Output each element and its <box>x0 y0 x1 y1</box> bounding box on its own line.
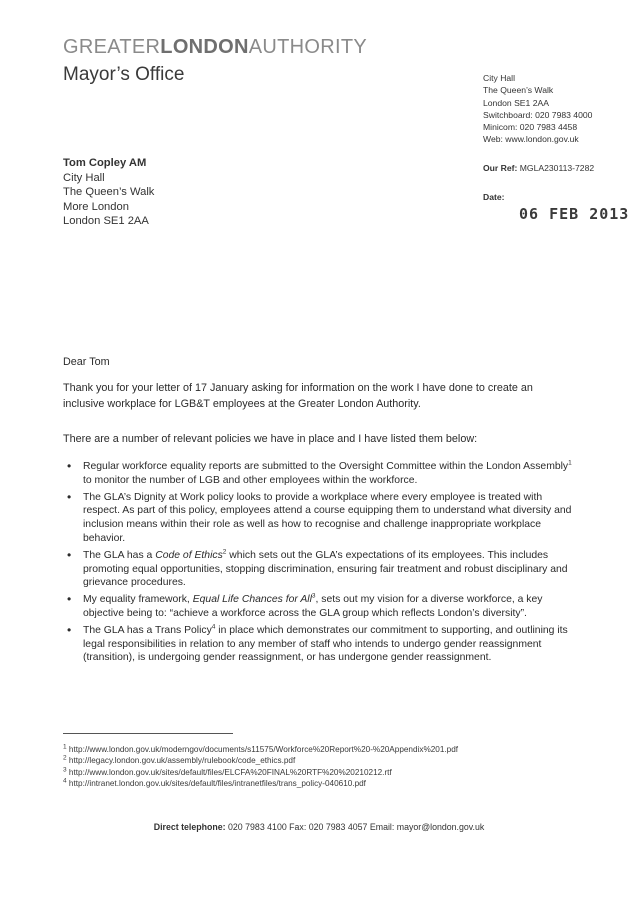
date-stamp: 06 FEB 2013 <box>519 205 630 223</box>
policy-list <box>63 460 573 668</box>
recipient-line: City Hall <box>63 171 105 184</box>
direct-telephone-label: Direct telephone: <box>153 822 226 832</box>
footnote: $^3$ http://www.london.gov.uk/sites/default/files/ELCFA%20FINAL%20RTF%20%20210212.rtf <box>63 765 392 777</box>
sender-address <box>483 72 592 146</box>
our-ref-label: Our Ref: <box>483 163 518 173</box>
policy-item: • My equality framework, Equal Life Chances for All$^3$, sets out my vision for a diverse workforce, a key objective being to: “achieve a workforce across the GLA group which reflects London’s diversity”. <box>67 592 543 619</box>
recipient-address <box>63 156 154 229</box>
footnote-ref: 1 <box>568 459 572 467</box>
minicom-line: Minicom: 020 7983 4458 <box>483 122 578 133</box>
bullet-icon: • <box>67 622 72 637</box>
footnote: $^4$ http://intranet.london.gov.uk/sites/default/files/intranetfiles/trans_policy-040610.pdf <box>63 777 366 788</box>
sender-address-line: London SE1 2AA <box>483 97 549 108</box>
document-title: Equal Life Chances for All <box>192 594 312 606</box>
policies-intro-paragraph: There are a number of relevant policies we have in place and I have listed them below: <box>63 433 478 445</box>
policy-item: • Regular workforce equality reports are submitted to the Oversight Committee within the London Assembly$^1$ to monitor the number of LGB and other employees within the workforce. <box>67 459 572 486</box>
bullet-icon: • <box>67 489 72 504</box>
footnote-ref: 3 <box>311 592 316 600</box>
intro-paragraph: Thank you for your letter of 17 January asking for information on the work I have done to create an inclusive workplace for LGB&T employees at the Greater London Authority. <box>63 382 533 410</box>
logo-authority: AUTHORITY <box>248 36 368 58</box>
logo-london: LONDON <box>160 36 249 58</box>
recipient-line: London SE1 2AA <box>63 215 149 227</box>
salutation: Dear Tom <box>63 356 110 368</box>
footnote-divider <box>63 733 233 734</box>
switchboard-line: Switchboard: 020 7983 4000 <box>483 109 593 120</box>
date-label: Date: <box>483 192 505 202</box>
footnotes <box>63 744 458 789</box>
bullet-icon: • <box>67 459 72 473</box>
footnote-ref: 4 <box>211 623 216 631</box>
recipient-name: Tom Copley AM <box>63 157 147 169</box>
logo-greater: GREATER <box>63 36 161 58</box>
recipient-line: The Queen’s Walk <box>63 186 155 198</box>
contact-footer <box>0 822 638 832</box>
sender-address-line: City Hall <box>483 73 515 83</box>
gla-logo <box>63 36 367 59</box>
document-title: Code of Ethics <box>155 549 223 561</box>
policy-item: • The GLA has a Code of Ethics$^2$ which sets out the GLA’s expectations of its employees. This includes promoting equal opportunities, stopping discrimination, ensuring fair treatment and robust disciplinary and grievance procedures. <box>67 547 568 589</box>
footnote: $^1$ http://www.london.gov.uk/moderngov/documents/s11575/Workforce%20Report%20-%20Appendix%201.pdf <box>63 743 459 754</box>
bullet-icon: • <box>67 547 72 562</box>
web-line: Web: www.london.gov.uk <box>483 134 579 145</box>
policy-item: • The GLA has a Trans Policy$^4$ in place which demonstrates our commitment to supporting, and outlining its legal responsibilities in relation to any member of staff who intends to undergo gender reassignment (transition), is undergoing gender reassignment, or has undergone gender reassignment. <box>67 622 568 664</box>
footnote-link[interactable]: http://intranet.london.gov.uk/sites/default/files/intranetfiles/trans_policy-040610.pdf <box>68 778 366 788</box>
bullet-icon: • <box>67 592 72 607</box>
office-title: Mayor’s Office <box>63 64 185 85</box>
policy-item: • The GLA’s Dignity at Work policy looks to provide a workplace where every employee is treated with respect. As part of this policy, employees attend a course equipping them to understand what diversity and inclusion means within their role as well as how to recognise and challenge inappropriate workplace behavior. <box>67 489 572 544</box>
footnote-link[interactable]: http://www.london.gov.uk/sites/default/files/ELCFA%20FINAL%20RTF%20%20210212.rtf <box>68 767 392 777</box>
footnote-ref: 2 <box>222 548 227 556</box>
footnote-link[interactable]: http://legacy.london.gov.uk/assembly/rulebook/code_ethics.pdf <box>68 756 296 766</box>
contact-details: 020 7983 4100 Fax: 020 7983 4057 Email: mayor@london.gov.uk <box>225 822 485 832</box>
footnote-link[interactable]: http://www.london.gov.uk/moderngov/documents/s11575/Workforce%20Report%20-%20Appendix%201.pdf <box>68 745 459 754</box>
footnote: $^2$ http://legacy.london.gov.uk/assembly/rulebook/code_ethics.pdf <box>63 754 296 766</box>
sender-address-line: The Queen’s Walk <box>483 85 554 96</box>
recipient-line: More London <box>63 200 129 213</box>
our-ref <box>483 163 594 173</box>
our-ref-value: MGLA230113-7282 <box>519 163 595 173</box>
